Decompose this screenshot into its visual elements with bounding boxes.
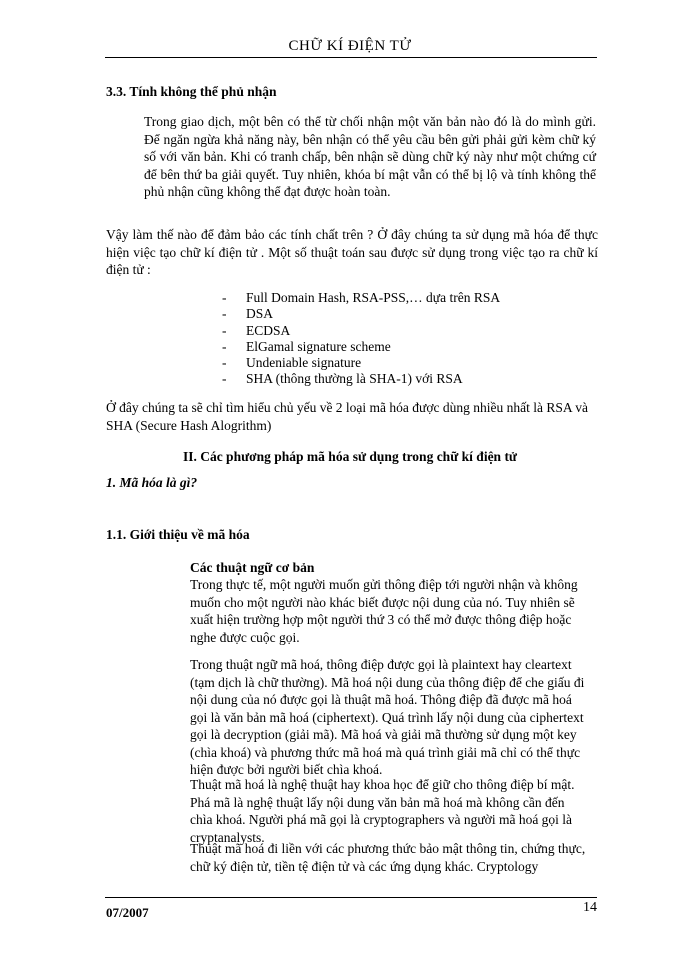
- paragraph-intro: Vậy làm thế nào để đảm bảo các tính chất trên ? Ở đây chúng ta sử dụng mã hóa để thực hiện việc tạo chữ kí điện tử . Một số thuật toán sau được sử dụng trong việc tạo ra chữ kí điện tử :: [106, 227, 598, 277]
- heading-1-1: 1.1. Giới thiệu về mã hóa: [106, 527, 250, 542]
- page-number: 14: [583, 900, 597, 915]
- paragraph-terms-4: Thuật mã hoá đi liền với các phương thức bảo mật thông tin, chứng thực, chữ ký điện tử, tiền tệ điện tử và các ứng dụng khác. Cryptology: [190, 841, 586, 874]
- list-item: - DSA: [222, 306, 274, 322]
- paragraph-focus: Ở đây chúng ta sẽ chỉ tìm hiểu chủ yếu về 2 loại mã hóa được dùng nhiều nhất là RSA và SHA (Secure Hash Alogrithm): [106, 400, 588, 433]
- list-item: - ECDSA: [222, 322, 291, 338]
- paragraph-terms-3: Thuật mã hoá là nghệ thuật hay khoa học để giữ cho thông điệp bí mật. Phá mã là nghệ thuật lấy nội dung văn bản mã hoá mà không cần đến chìa khoá. Người phá mã gọi là cryptographers và người mã hoá gọi là cryptanalysts.: [190, 777, 575, 845]
- algorithm-list: [222, 290, 500, 388]
- header-rule: [105, 57, 597, 58]
- list-item: - ElGamal signature scheme: [222, 338, 391, 354]
- list-item: - Full Domain Hash, RSA-PSS,… dựa trên RSA: [222, 290, 501, 305]
- section-II-title: II. Các phương pháp mã hóa sử dụng trong chữ kí điện tử: [182, 449, 518, 464]
- subheading-basic-terms: Các thuật ngữ cơ bản: [190, 560, 315, 575]
- page-header-title: CHỮ KÍ ĐIỆN TỬ: [288, 38, 412, 54]
- heading-1: 1. Mã hóa là gì?: [106, 475, 198, 490]
- paragraph-terms-1: Trong thực tế, một người muốn gửi thông điệp tới người nhận và không muốn cho một người nào khác biết được nội dung của nó. Tuy nhiên sẽ xuất hiện trường hợp một người thứ 3 có thể mở được thông điệp hoặc nghe được cuộc gọi.: [190, 577, 578, 645]
- footer-date: 07/2007: [106, 905, 149, 920]
- footer-rule: [105, 897, 597, 898]
- list-item: - SHA (thông thường là SHA-1) với RSA: [222, 371, 463, 387]
- heading-3-3: 3.3. Tính không thể phủ nhận: [106, 84, 277, 99]
- paragraph-non-repudiation: Trong giao dịch, một bên có thể từ chối nhận một văn bản nào đó là do mình gửi. Để ngăn ngừa khả năng này, bên nhận có thể yêu cầu bên gửi phải gửi kèm chữ ký số với văn bản. Khi có tranh chấp, bên nhận sẽ dùng chữ ký này như một chứng cứ để bên thứ ba giải quyết. Tuy nhiên, khóa bí mật vẫn có thể bị lộ và tính không thể phủ nhận cũng không thể đạt được hoàn toàn.: [144, 114, 596, 199]
- paragraph-terms-2: Trong thuật ngữ mã hoá, thông điệp được gọi là plaintext hay cleartext (tạm dịch là chữ thường). Mã hoá nội dung của thông điệp để che giấu đi nội dung của nó được gọi là thuật mã hoá. Thông điệp đã được mã hoá gọi là văn bản mã hoá (ciphertext). Quá trình lấy nội dung của ciphertext gọi là decryption (giải mã). Mã hoá và giải mã thường sử dụng một key (chìa khoá) và phương thức mã hoá mà quá trình giải mã chỉ có thể thực hiện được bởi người biết chìa khoá.: [190, 657, 585, 777]
- list-item: - Undeniable signature: [222, 355, 362, 371]
